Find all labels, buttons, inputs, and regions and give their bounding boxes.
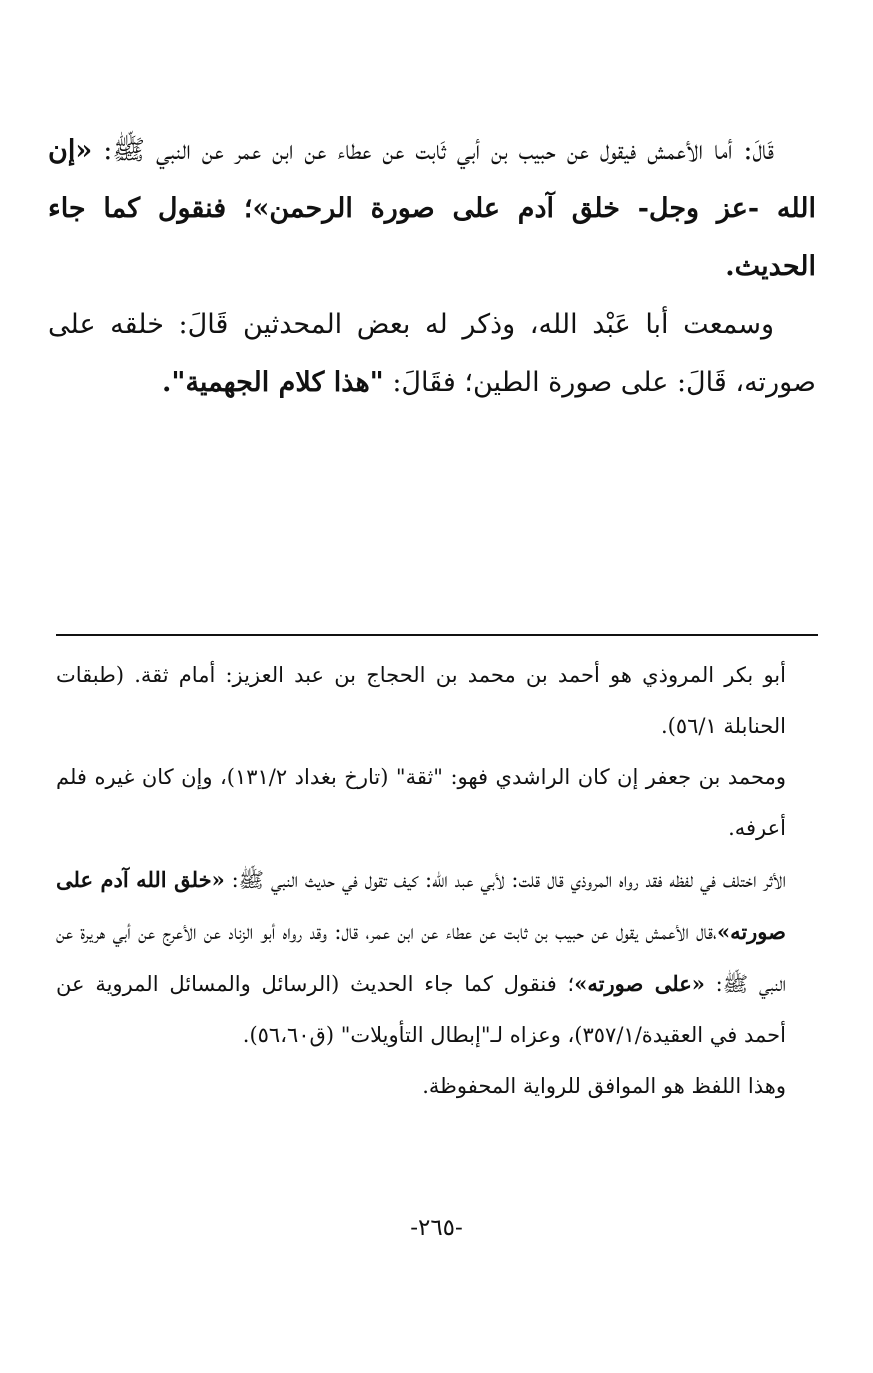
hadith-quote: «إن الله -عز وجل- خلق آدم على صورة الرحمن»؛ فنقول كما جاء الحديث. [48, 135, 816, 282]
page-number: -٢٦٥- [410, 1215, 463, 1241]
footnotes [56, 650, 786, 1112]
footnote-3-text-b: ،قال الأعمش يقول عن حبيب بن ثابت عن عطاء عن ابن عمر، قال: وقد رواه أبو الزناد عن الأعرج عن أبي هريرة عن النبي ﷺ: [56, 920, 786, 996]
footnote-3-quote-b: «على صورته» [574, 971, 705, 996]
paragraph-2-text: وسمعت أبا عَبْد الله، وذكر له بعض المحدثين قَالَ: خلقه على صورته، قَالَ: على صورة الطين؛ فقَالَ: [48, 309, 816, 398]
footnote-2: ومحمد بن جعفر إن كان الراشدي فهو: "ثقة" (تارخ بغداد ١٣١/٢)، وإن كان غيره فلم أعرفه. [56, 765, 786, 840]
main-text [48, 122, 816, 412]
footnote-3-text-c: ؛ فنقول كما جاء الحديث (الرسائل والمسائل المروية عن أحمد في العقيدة/٣٥٧/١)، وعزاه لـ"إبطال التأويلات" (ق٥٦،٦٠). [56, 972, 786, 1047]
footnote-1: أبو بكر المروذي هو أحمد بن محمد بن الحجاج بن عبد العزيز: أمام ثقة. (طبقات الحنابلة ٥٦/١). [56, 663, 786, 738]
footnote-3-text-a: الأثر اختلف في لفظه فقد رواه المروذي قال قلت: لأبي عبد الله: كيف تقول في حديث النبي ﷺ: [224, 868, 786, 892]
paragraph-1 [48, 122, 816, 296]
paragraph-2 [48, 296, 816, 412]
footnote-divider [56, 634, 818, 636]
footnote-3 [56, 854, 786, 1061]
footnote-4: وهذا اللفظ هو الموافق للرواية المحفوظة. [422, 1074, 786, 1098]
footnote-3-quote-a: «خلق الله آدم على صورته» [56, 867, 786, 944]
paragraph-1-text: قَالَ: أما الأعمش فيقول عن حبيب بن أبي ثَابت عن عطاء عن ابن عمر عن النبي ﷺ: [92, 135, 774, 166]
jahmiyya-quote: "هذا كلام الجهمية". [161, 367, 384, 398]
